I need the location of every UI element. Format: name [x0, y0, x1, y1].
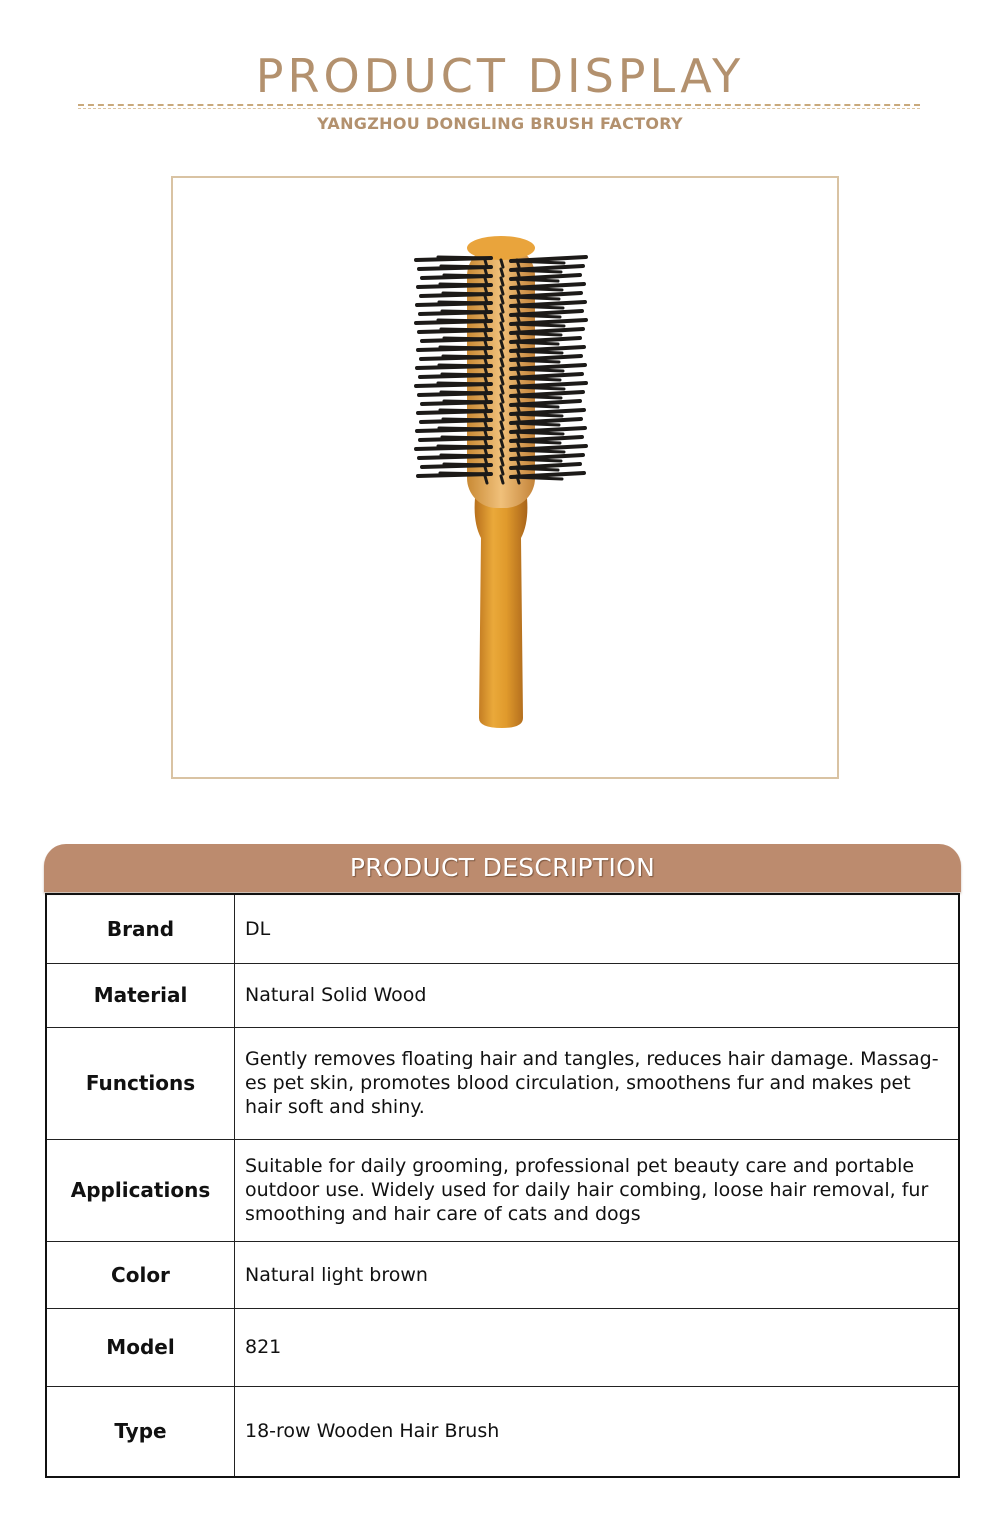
bristle — [441, 266, 491, 267]
bristle-pin — [517, 278, 519, 285]
bristle — [442, 311, 491, 312]
bristle-pin — [517, 467, 519, 474]
bristle — [438, 446, 491, 447]
round-hair-brush-image — [173, 178, 837, 777]
spec-key: Model — [46, 1308, 235, 1386]
spec-key: Material — [46, 963, 235, 1027]
bristle — [440, 410, 491, 411]
spec-value: DL — [235, 894, 960, 963]
bristle-pin — [517, 305, 519, 312]
spec-row-model — [46, 1308, 959, 1386]
bristle-pin — [501, 323, 503, 330]
bristle-pin — [517, 395, 519, 402]
factory-subtitle: YANGZHOU DONGLING BRUSH FACTORY — [317, 114, 683, 133]
spec-row-functions — [46, 1027, 959, 1139]
bristle-pin — [501, 332, 503, 339]
spec-value: Suitable for daily grooming, professional pet beauty care and portable outdoor use. Widely used for daily hair combing, loose hair removal, fur smoothing and hair care of cats and dogs — [235, 1139, 960, 1241]
bristle-pin — [517, 341, 519, 348]
bristle-pin — [517, 260, 519, 267]
bristle-pin — [501, 467, 503, 474]
spec-value: Natural light brown — [235, 1241, 960, 1308]
bristle-pin — [517, 449, 519, 456]
bristle-pin — [501, 341, 503, 348]
bristle-pin — [501, 422, 503, 429]
bristle-pin — [501, 287, 503, 294]
spec-value: Gently removes floating hair and tangles, reduces hair damage. Massag-es pet skin, promotes blood circulation, smoothens fur and makes pet hair soft and shiny. — [235, 1027, 960, 1139]
bristle-pin — [517, 296, 519, 303]
bristle-pin — [517, 332, 519, 339]
bristle — [443, 293, 491, 294]
bristle-pin — [501, 404, 503, 411]
bristle-pin — [517, 377, 519, 384]
spec-row-color — [46, 1241, 959, 1308]
bristle — [439, 302, 491, 303]
description-banner-title: PRODUCT DESCRIPTION — [349, 853, 656, 882]
bristle-pin — [501, 269, 503, 276]
spec-table — [45, 893, 960, 1478]
bristle — [442, 374, 491, 375]
bristle-pin — [517, 431, 519, 438]
spec-row-material — [46, 963, 959, 1027]
bristle-pin — [501, 413, 503, 420]
bristle-pin — [501, 458, 503, 465]
bristle-pin — [517, 476, 519, 483]
spec-row-brand — [46, 894, 959, 963]
bristle — [442, 437, 491, 438]
spec-key: Color — [46, 1241, 235, 1308]
spec-value: 821 — [235, 1308, 960, 1386]
bristle — [438, 320, 491, 321]
bristle-pin — [501, 305, 503, 312]
bristle-pin — [485, 476, 487, 483]
bristle — [444, 464, 491, 465]
bristle-pin — [501, 368, 503, 375]
bristle-pin — [501, 359, 503, 366]
bristle — [443, 356, 491, 357]
spec-key: Type — [46, 1386, 235, 1477]
description-banner — [44, 844, 961, 892]
bristle-pin — [501, 476, 503, 483]
bristle-pin — [501, 377, 503, 384]
product-photo-frame — [171, 176, 839, 779]
bristle — [439, 428, 491, 429]
bristle-pin — [501, 350, 503, 357]
bristle-pin — [517, 350, 519, 357]
bristle-pin — [501, 296, 503, 303]
bristle-pin — [517, 269, 519, 276]
spec-key: Functions — [46, 1027, 235, 1139]
title-divider — [78, 104, 920, 106]
bristle-pin — [517, 440, 519, 447]
spec-value: 18-row Wooden Hair Brush — [235, 1386, 960, 1477]
bristle-pin — [517, 458, 519, 465]
spec-key: Applications — [46, 1139, 235, 1241]
title-divider-secondary — [78, 108, 920, 109]
bristle-pin — [517, 359, 519, 366]
bristle-pin — [501, 260, 503, 267]
bristle-pin — [501, 431, 503, 438]
bristle — [441, 329, 491, 330]
bristle — [443, 419, 491, 420]
bristle — [441, 455, 491, 456]
bristle-pin — [501, 314, 503, 321]
bristle-pin — [501, 395, 503, 402]
spec-row-applications — [46, 1139, 959, 1241]
bristle-pin — [517, 404, 519, 411]
bristle — [444, 275, 491, 276]
bristle — [440, 347, 491, 348]
bristle-pin — [517, 422, 519, 429]
bristle — [444, 338, 491, 339]
bristle-pin — [517, 287, 519, 294]
bristle-pin — [501, 440, 503, 447]
bristle-pin — [517, 314, 519, 321]
bristle-pin — [517, 413, 519, 420]
bristle-pin — [517, 368, 519, 375]
bristle — [438, 257, 491, 258]
bristle-pin — [501, 278, 503, 285]
bristle-pin — [501, 386, 503, 393]
bristle — [438, 383, 491, 384]
spec-key: Brand — [46, 894, 235, 963]
bristle — [439, 365, 491, 366]
spec-row-type — [46, 1386, 959, 1477]
spec-value: Natural Solid Wood — [235, 963, 960, 1027]
bristle-rows — [416, 257, 586, 483]
bristle — [440, 473, 491, 474]
page-title: PRODUCT DISPLAY — [255, 49, 745, 103]
bristle — [444, 401, 491, 402]
bristle-pin — [517, 323, 519, 330]
bristle — [440, 284, 491, 285]
bristle-pin — [517, 386, 519, 393]
bristle-pin — [501, 449, 503, 456]
bristle — [441, 392, 491, 393]
